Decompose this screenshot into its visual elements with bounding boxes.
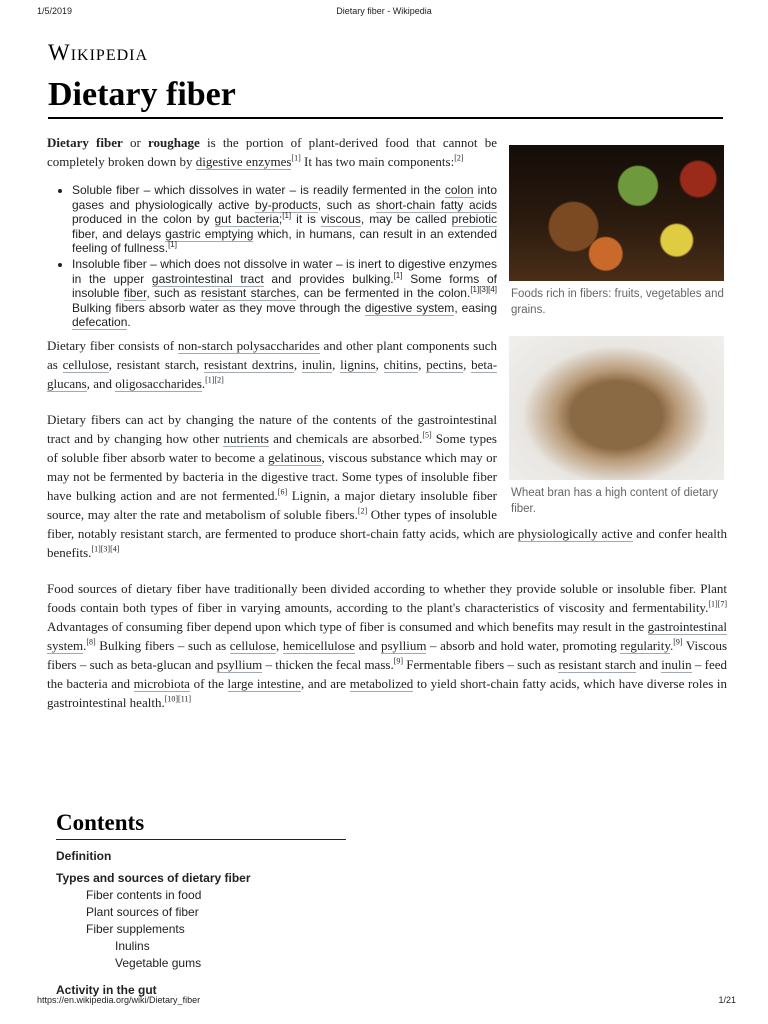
text: .	[669, 637, 674, 653]
link-inulin[interactable]: inulin	[661, 656, 692, 672]
figure-fiber-foods	[509, 145, 727, 318]
figure-caption: Foods rich in fibers: fruits, vegetables and grains.	[511, 288, 724, 316]
print-footer	[0, 995, 768, 1009]
citation[interactable]: [9]	[673, 637, 683, 647]
text: Bulking fibers absorb water as they move through the	[72, 300, 365, 315]
citation[interactable]: [1]	[282, 211, 292, 221]
link-prebiotic[interactable]: prebiotic	[451, 212, 497, 227]
paragraph-food-sources	[47, 579, 727, 712]
citation[interactable]: [1][2]	[205, 375, 224, 385]
text: ;	[278, 212, 283, 227]
toc-item-plant-sources[interactable]: Plant sources of fiber	[86, 905, 199, 919]
link-viscous[interactable]: viscous	[320, 212, 361, 227]
text: – absorb and hold water, promoting	[426, 637, 621, 653]
link-beta-glucans[interactable]: beta-glucans	[47, 356, 498, 391]
text: to yield short-chain fatty acids, which have diverse roles in gastrointestinal health.	[47, 675, 728, 710]
text: – thicken the fecal mass.	[262, 656, 394, 672]
page-title: Dietary fiber	[48, 76, 236, 113]
wikipedia-wordmark[interactable]	[48, 40, 148, 66]
citation[interactable]: [10][11]	[164, 694, 192, 704]
link-inulin[interactable]: inulin	[301, 356, 333, 372]
link-cellulose[interactable]: cellulose	[62, 356, 109, 372]
link-hemicellulose[interactable]: hemicellulose	[282, 637, 356, 653]
text: it is	[291, 212, 321, 227]
print-url: https://en.wikipedia.org/wiki/Dietary_fiber	[37, 995, 201, 1005]
text: ,	[375, 356, 384, 372]
text: into gases and physiologically active	[72, 183, 497, 212]
wheat-bran-image[interactable]	[509, 336, 724, 480]
text: ,	[332, 356, 341, 372]
citation[interactable]: [2]	[357, 506, 368, 516]
link-colon[interactable]: colon	[444, 183, 474, 197]
citation[interactable]: [1]	[291, 153, 301, 163]
text: , such as	[317, 197, 376, 212]
toc-item-activity-in-gut[interactable]: Activity in the gut	[56, 983, 157, 997]
text: .	[127, 315, 131, 330]
text: , may be called	[360, 212, 452, 227]
text: Some types of soluble fiber absorb water to become a	[47, 430, 497, 465]
link-cellulose[interactable]: cellulose	[229, 637, 276, 653]
link-fiber[interactable]: fiber	[123, 286, 147, 301]
citation[interactable]: [1][3][4]	[470, 285, 497, 295]
fiber-foods-image[interactable]	[509, 145, 724, 281]
text: or	[122, 135, 148, 150]
text: Insoluble fiber – which does not dissolve in water – is inert to digestive enzymes in the upper	[72, 256, 497, 286]
text: Fermentable fibers – such as	[403, 656, 559, 672]
text: , can be fermented in the colon.	[295, 286, 471, 301]
link-defecation[interactable]: defecation	[72, 315, 128, 330]
link-nutrients[interactable]: nutrients	[223, 430, 269, 446]
text: and confer health benefits.	[47, 525, 727, 560]
text: of the	[189, 675, 228, 691]
link-gastric-emptying[interactable]: gastric emptying	[165, 226, 254, 241]
text: Dietary fiber consists of	[47, 337, 178, 353]
text: , resistant starch,	[108, 356, 204, 372]
toc-item-fiber-contents[interactable]: Fiber contents in food	[86, 888, 202, 902]
link-gastrointestinal-system[interactable]: gastrointestinal system	[47, 618, 727, 653]
link-oligosaccharides[interactable]: oligosaccharides	[115, 375, 202, 391]
link-resistant-starches[interactable]: resistant starches	[200, 286, 296, 301]
figure-caption: Wheat bran has a high content of dietary fiber.	[511, 486, 719, 515]
link-psyllium[interactable]: psyllium	[216, 656, 263, 672]
title-divider	[48, 117, 723, 119]
toc-item-vegetable-gums[interactable]: Vegetable gums	[115, 956, 202, 970]
bold-term: Dietary fiber	[47, 135, 123, 150]
text: and chemicals are absorbed.	[268, 430, 423, 446]
link-non-starch-polysaccharides[interactable]: non-starch polysaccharides	[177, 337, 320, 353]
text: Advantages of consuming fiber depend upon which type of fiber is consumed and which benefits may result in the	[47, 618, 648, 634]
link-chitins[interactable]: chitins	[383, 356, 419, 372]
link-lignins[interactable]: lignins	[340, 356, 376, 372]
text: produced in the colon by	[72, 212, 215, 227]
text: Other types of insoluble fiber, notably resistant starch, are fermented to produce short-chain fatty acids, which are	[47, 506, 518, 541]
text: Bulking fibers – such as	[95, 637, 230, 653]
link-gelatinous[interactable]: gelatinous	[268, 449, 322, 465]
text: Some forms of insoluble	[72, 271, 498, 301]
text: Food sources of dietary fiber have traditionally been divided according to whether they provide soluble or insoluble fiber. Plant foods contain both types of fiber in varying amounts, according to the plant's characteristics of viscosity and fermentability.	[47, 580, 727, 615]
text: ,	[293, 356, 302, 372]
text: , and are	[300, 675, 350, 691]
text: .	[83, 637, 87, 653]
toc-item-inulins[interactable]: Inulins	[115, 939, 150, 953]
link-by-products[interactable]: by-products	[255, 197, 318, 212]
link-physiologically-active[interactable]: physiologically active	[517, 525, 633, 541]
text: ,	[418, 356, 427, 372]
link-large-intestine[interactable]: large intestine	[227, 675, 301, 691]
text: ,	[463, 356, 472, 372]
citation[interactable]: [1]	[168, 240, 177, 250]
citation[interactable]: [1]	[393, 270, 403, 280]
article-body	[47, 133, 727, 712]
link-psyllium[interactable]: psyllium	[380, 637, 427, 653]
text: ,	[276, 637, 283, 653]
text: Lignin, a major dietary insoluble fiber source, may alter the rate and metabolism of soluble fibers.	[47, 487, 497, 522]
link-digestive-enzymes[interactable]: digestive enzymes	[195, 154, 292, 169]
citation[interactable]: [1][3][4]	[91, 544, 120, 554]
link-gastrointestinal-tract[interactable]: gastrointestinal tract	[151, 271, 264, 286]
text: is the portion of plant-derived food that cannot be completely broken down by	[47, 135, 497, 169]
link-digestive-system[interactable]: digestive system	[364, 300, 455, 315]
text: fiber, and delays	[72, 226, 166, 241]
text: Dietary fibers can act by changing the nature of the contents of the gastrointestinal tract and by changing how other	[47, 411, 497, 446]
citation[interactable]: [8]	[86, 637, 96, 647]
text: – feed the bacteria and	[47, 656, 727, 691]
text: , viscous substance which may or may not be fermented by bacteria in the digestive tract. Some types of insoluble fiber have bulking action and are not fermented.	[47, 449, 497, 503]
text: , such as	[146, 286, 201, 301]
citation[interactable]: [6]	[277, 487, 288, 497]
citation[interactable]: [9]	[393, 656, 404, 666]
toc-item-types-and-sources[interactable]: Types and sources of dietary fiber	[56, 871, 251, 885]
text: and	[355, 637, 381, 653]
toc-item-definition[interactable]: Definition	[56, 849, 112, 863]
text: Soluble fiber – which dissolves in water – is readily fermented in the	[72, 183, 445, 197]
bold-term: roughage	[148, 135, 200, 150]
text: It has two main components:	[300, 154, 455, 169]
contents-heading: Contents	[56, 810, 346, 840]
citation[interactable]: [2]	[454, 153, 464, 163]
link-resistant-dextrins[interactable]: resistant dextrins	[203, 356, 294, 372]
text: , easing	[454, 300, 498, 315]
text: and	[635, 656, 662, 672]
link-gut-bacteria[interactable]: gut bacteria	[214, 212, 279, 227]
text: and provides bulking.	[263, 271, 394, 286]
text: , and	[86, 375, 116, 391]
wordmark-text: Wikipedia	[48, 40, 149, 65]
link-regularity[interactable]: regularity	[620, 637, 670, 653]
print-date: 1/5/2019	[37, 6, 73, 16]
print-page-title: Dietary fiber - Wikipedia	[336, 6, 432, 16]
print-header	[0, 6, 768, 20]
citation[interactable]: [5]	[422, 430, 432, 440]
link-metabolized[interactable]: metabolized	[349, 675, 414, 691]
text: Viscous fibers – such as beta-glucan and	[47, 637, 728, 672]
citation[interactable]: [1][7]	[708, 599, 727, 609]
link-short-chain-fatty-acids[interactable]: short-chain fatty acids	[375, 197, 497, 212]
toc-item-fiber-supplements[interactable]: Fiber supplements	[86, 922, 185, 936]
text: and other plant components such as	[47, 337, 497, 372]
print-page-number: 1/21	[718, 995, 736, 1005]
text: .	[201, 375, 206, 391]
table-of-contents	[56, 810, 346, 999]
link-microbiota[interactable]: microbiota	[133, 675, 190, 691]
link-pectins[interactable]: pectins	[426, 356, 464, 372]
paragraph-gap	[47, 562, 727, 579]
figure-wheat-bran	[509, 336, 727, 517]
link-resistant-starch[interactable]: resistant starch	[558, 656, 636, 672]
text: which, in humans, can result in an extended feeling of fullness.	[72, 226, 497, 256]
